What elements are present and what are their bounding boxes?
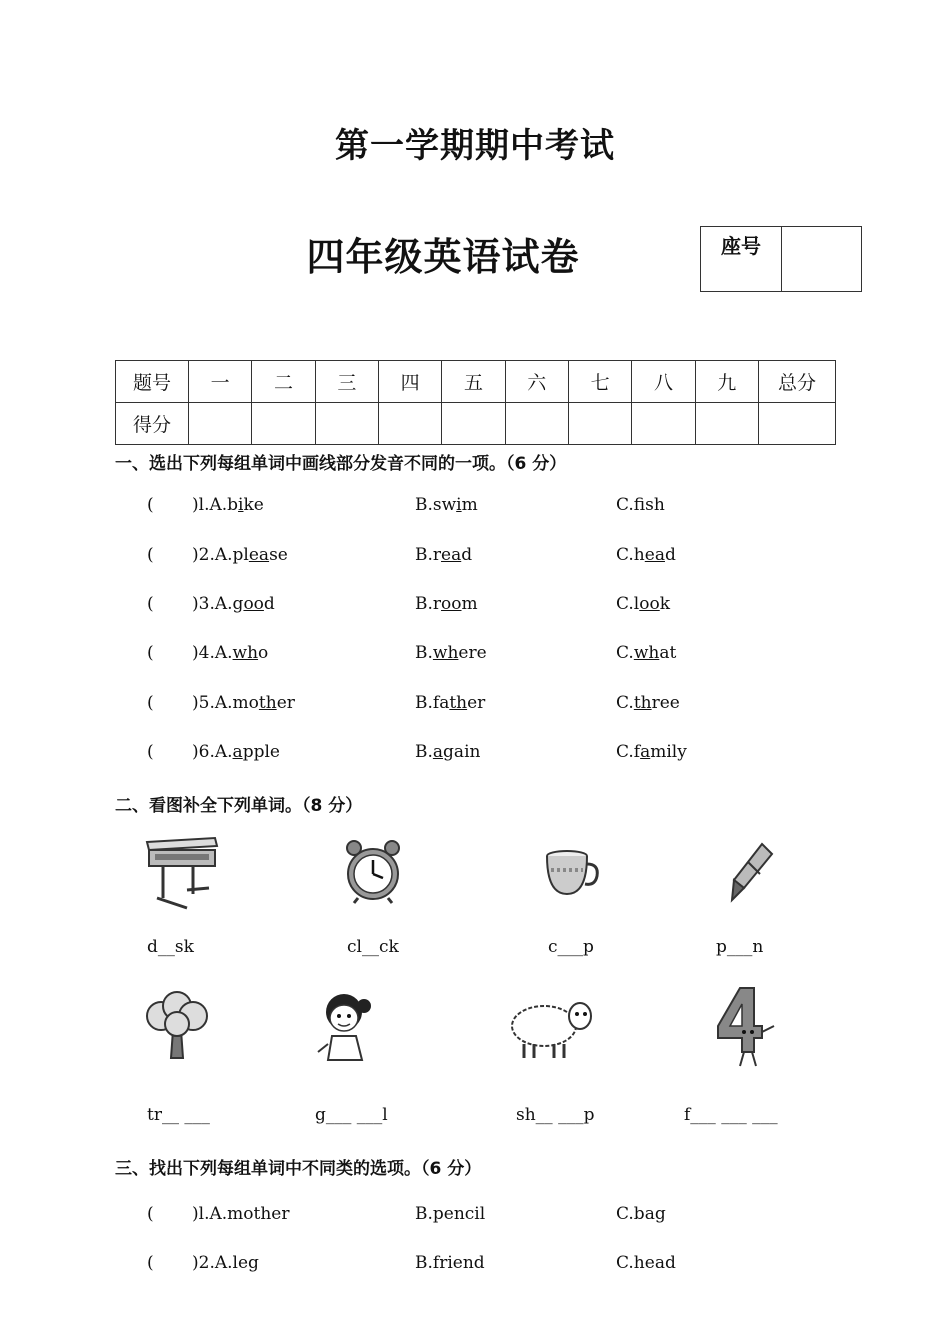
- question-number: )3.A.: [192, 594, 233, 614]
- score-cell: 得分: [116, 403, 189, 445]
- option-b: B.friend: [415, 1253, 485, 1273]
- score-cell: 四: [378, 361, 441, 403]
- section1-heading: 一、选出下列每组单词中画线部分发音不同的一项。（6 分）: [115, 454, 567, 474]
- option-a: )2.A.leg: [192, 1253, 259, 1273]
- underlined-letters: th: [449, 693, 468, 713]
- answer-paren[interactable]: (: [147, 693, 154, 713]
- word-part: C.: [616, 693, 634, 713]
- word-part: C.f: [616, 742, 641, 762]
- option-c: [616, 742, 687, 762]
- underlined-letters: ea: [441, 545, 462, 565]
- word-part: d: [263, 594, 275, 614]
- word-blank: tr__ ___: [147, 1105, 210, 1125]
- word-part: ere: [458, 643, 487, 663]
- question-number: )2.A.: [192, 545, 233, 565]
- score-cell: 题号: [116, 361, 189, 403]
- word-part: C.l: [616, 594, 640, 614]
- exam-subtitle: 四年级英语试卷: [306, 235, 580, 279]
- word-part: g: [232, 594, 244, 614]
- underlined-letters: th: [633, 693, 652, 713]
- underlined-letters: a: [640, 742, 651, 762]
- section3-heading: 三、找出下列每组单词中不同类的选项。（6 分）: [115, 1159, 482, 1179]
- cup-picture: [543, 848, 601, 898]
- answer-paren[interactable]: (: [147, 545, 154, 565]
- underlined-letters: i: [238, 495, 244, 515]
- word-part: C.h: [616, 545, 645, 565]
- clock-picture: [342, 838, 404, 904]
- score-cell: 总分: [759, 361, 836, 403]
- option-b: [415, 742, 480, 762]
- answer-paren[interactable]: (: [147, 1253, 154, 1273]
- word-part: mo: [232, 693, 259, 713]
- question-number: )4.A.: [192, 643, 233, 663]
- word-part: at: [659, 643, 677, 663]
- word-part: mily: [650, 742, 687, 762]
- score-input-cell[interactable]: [378, 403, 441, 445]
- score-cell: 九: [695, 361, 758, 403]
- underlined-letters: a: [432, 742, 444, 762]
- option-c: [616, 495, 665, 515]
- word-part: se: [269, 545, 288, 565]
- option-a: )l.A.mother: [192, 1204, 290, 1224]
- underlined-letters: oo: [243, 594, 264, 614]
- underlined-letters: oo: [639, 594, 660, 614]
- score-cell: 二: [252, 361, 315, 403]
- word-part: B.r: [415, 594, 442, 614]
- word-part: sh: [645, 495, 665, 515]
- word-part: d: [664, 545, 676, 565]
- score-cell: 七: [568, 361, 631, 403]
- score-input-cell[interactable]: [189, 403, 252, 445]
- word-part: d: [461, 545, 473, 565]
- score-input-cell[interactable]: [568, 403, 631, 445]
- word-part: B.r: [415, 545, 442, 565]
- underlined-letters: i: [456, 495, 462, 515]
- score-cell: 五: [442, 361, 505, 403]
- pen-picture: [726, 840, 776, 904]
- word-part: gain: [443, 742, 481, 762]
- tree-picture: [143, 990, 211, 1060]
- word-part: o: [258, 643, 269, 663]
- option-b: [415, 594, 478, 614]
- answer-paren[interactable]: (: [147, 1204, 154, 1224]
- word-blank: g___ ___l: [315, 1105, 388, 1125]
- word-blank: f___ ___ ___: [684, 1105, 778, 1125]
- option-b: [415, 693, 485, 713]
- score-input-cell[interactable]: [315, 403, 378, 445]
- score-header-row: [116, 361, 836, 403]
- word-part: B.: [415, 742, 433, 762]
- underlined-letters: ea: [644, 545, 665, 565]
- option-b: [415, 495, 478, 515]
- answer-paren[interactable]: (: [147, 742, 154, 762]
- word-part: B.sw: [415, 495, 457, 515]
- word-part: ke: [243, 495, 264, 515]
- word-blank: c___p: [548, 937, 594, 957]
- four-picture: [714, 986, 778, 1068]
- score-input-cell[interactable]: [759, 403, 836, 445]
- score-cell: 三: [315, 361, 378, 403]
- option-a: [192, 643, 268, 663]
- option-c: [616, 693, 680, 713]
- word-part: B.: [415, 643, 433, 663]
- seat-number-box: [700, 226, 862, 292]
- score-input-cell[interactable]: [442, 403, 505, 445]
- word-blank: sh__ ___p: [516, 1105, 595, 1125]
- exam-title: 第一学期期中考试: [335, 126, 615, 166]
- option-a: [192, 495, 264, 515]
- word-part: C.f: [616, 495, 646, 515]
- word-blank: cl__ck: [347, 937, 399, 957]
- answer-paren[interactable]: (: [147, 643, 154, 663]
- option-c: C.head: [616, 1253, 676, 1273]
- word-part: m: [461, 594, 478, 614]
- underlined-letters: wh: [432, 643, 459, 663]
- option-c: [616, 545, 676, 565]
- word-part: pple: [242, 742, 280, 762]
- option-b: B.pencil: [415, 1204, 486, 1224]
- word-part: m: [461, 495, 478, 515]
- question-number: )l.A.: [192, 495, 228, 515]
- answer-paren[interactable]: (: [147, 495, 154, 515]
- seat-label: 座号: [701, 227, 782, 291]
- option-b: [415, 545, 472, 565]
- underlined-letters: wh: [232, 643, 259, 663]
- option-c: [616, 643, 676, 663]
- underlined-letters: wh: [633, 643, 660, 663]
- option-a: [192, 742, 280, 762]
- word-part: k: [659, 594, 671, 614]
- word-part: ree: [651, 693, 680, 713]
- score-value-row: [116, 403, 836, 445]
- score-input-cell[interactable]: [505, 403, 568, 445]
- option-a: [192, 693, 295, 713]
- word-part: C.: [616, 643, 634, 663]
- score-input-cell[interactable]: [252, 403, 315, 445]
- underlined-letters: a: [232, 742, 243, 762]
- score-table: [115, 360, 836, 445]
- option-a: [192, 545, 288, 565]
- word-blank: d__sk: [147, 937, 194, 957]
- question-number: )6.A.: [192, 742, 233, 762]
- seat-value-cell[interactable]: [782, 227, 861, 291]
- option-b: [415, 643, 487, 663]
- word-part: pl: [232, 545, 249, 565]
- score-cell: 一: [189, 361, 252, 403]
- sheep-picture: [506, 992, 598, 1060]
- question-number: )5.A.: [192, 693, 233, 713]
- score-cell: 六: [505, 361, 568, 403]
- answer-paren[interactable]: (: [147, 594, 154, 614]
- word-part: B.fa: [415, 693, 450, 713]
- word-part: b: [227, 495, 239, 515]
- option-c: [616, 594, 670, 614]
- desk-picture: [143, 836, 219, 912]
- score-input-cell[interactable]: [632, 403, 695, 445]
- girl-picture: [316, 990, 372, 1062]
- word-blank: p___n: [716, 937, 764, 957]
- underlined-letters: ea: [248, 545, 270, 565]
- option-a: [192, 594, 275, 614]
- underlined-letters: th: [258, 693, 277, 713]
- underlined-letters: oo: [441, 594, 462, 614]
- section2-heading: 二、看图补全下列单词。（8 分）: [115, 796, 363, 816]
- score-cell: 八: [632, 361, 695, 403]
- option-c: C.bag: [616, 1204, 666, 1224]
- score-input-cell[interactable]: [695, 403, 758, 445]
- word-part: er: [467, 693, 486, 713]
- word-part: er: [276, 693, 295, 713]
